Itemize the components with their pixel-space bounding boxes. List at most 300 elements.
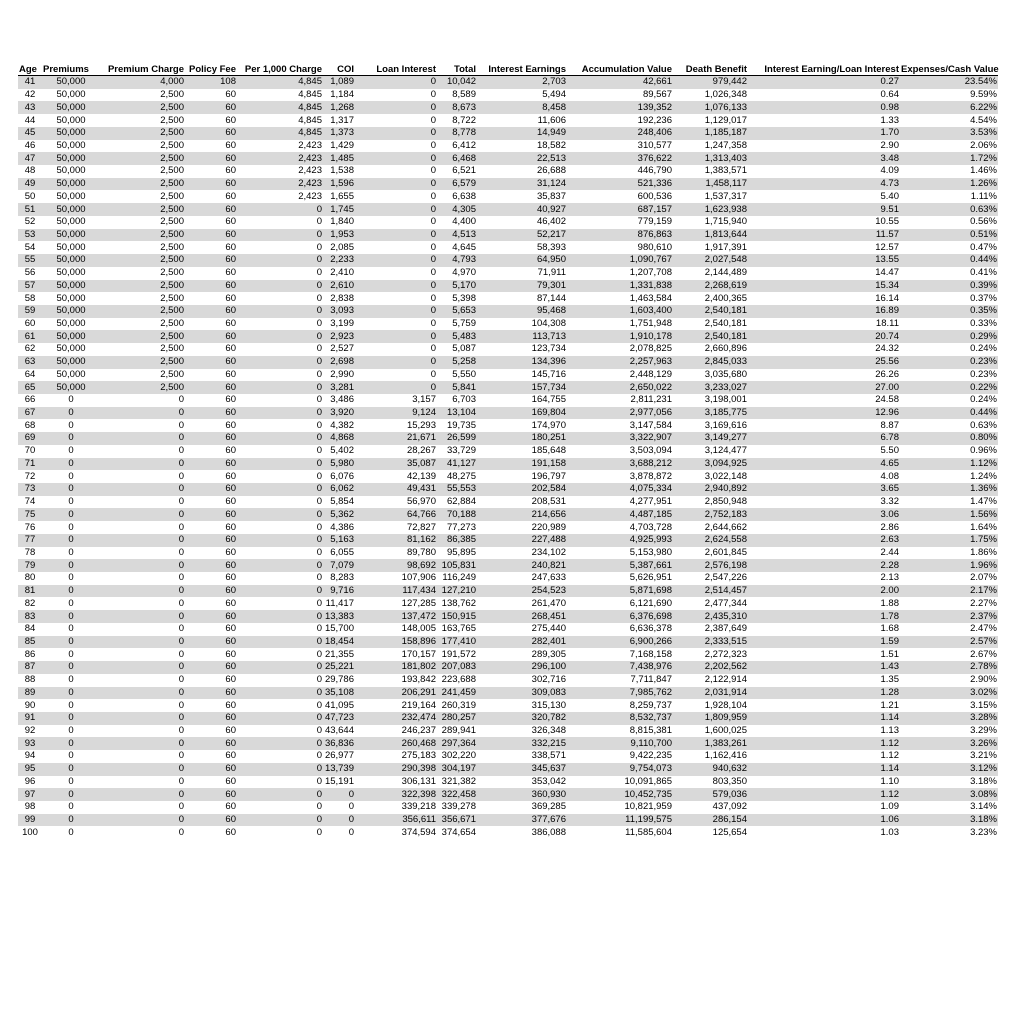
table-cell: 0	[178, 546, 184, 558]
table-row	[18, 750, 998, 763]
table-cell: 1,745	[330, 203, 354, 215]
table-cell: 60	[225, 712, 236, 724]
table-cell: 0	[316, 216, 322, 228]
table-cell: 2.17%	[970, 585, 997, 597]
table-cell: 0	[178, 661, 184, 673]
table-cell: 0.63%	[970, 203, 997, 215]
table-cell: 8,815,381	[629, 725, 672, 737]
table-cell: 104,308	[531, 318, 566, 330]
table-cell: 0.41%	[970, 267, 997, 279]
table-cell: 96	[24, 775, 36, 787]
table-cell: 0	[178, 788, 184, 800]
table-cell: 0	[316, 559, 322, 571]
table-cell: 0	[316, 241, 322, 253]
table-cell: 369,285	[531, 801, 566, 813]
table-row	[18, 381, 998, 394]
table-cell: 2,624,558	[704, 534, 747, 546]
table-cell: 6,703	[452, 394, 476, 406]
table-cell: 23.54%	[964, 76, 997, 88]
table-cell: 50,000	[56, 356, 86, 368]
table-cell: 84	[24, 623, 36, 635]
table-cell: 0	[316, 419, 322, 431]
table-cell: 1,383,571	[704, 165, 747, 177]
table-cell: 7,985,762	[629, 686, 672, 698]
table-cell: 247,633	[531, 572, 566, 584]
table-cell: 0	[316, 292, 322, 304]
table-cell: 2,500	[160, 178, 184, 190]
table-cell: 2,703	[542, 76, 566, 88]
table-cell: 60	[225, 661, 236, 673]
table-cell: 60	[225, 496, 236, 508]
table-cell: 60	[225, 814, 236, 826]
table-cell: 0.96%	[970, 445, 997, 457]
table-cell: 0	[316, 305, 322, 317]
table-cell: 2,423	[298, 190, 322, 202]
table-cell: 22,513	[536, 152, 566, 164]
table-cell: 4,845	[298, 101, 322, 113]
table-cell: 0.22%	[970, 381, 997, 393]
table-cell: 290,398	[401, 763, 436, 775]
table-cell: 232,474	[401, 712, 436, 724]
table-cell: 11.57	[875, 228, 899, 240]
table-cell: 157,734	[531, 381, 566, 393]
table-cell: 180,251	[531, 432, 566, 444]
table-cell: 6.78	[880, 432, 899, 444]
table-cell: 72	[24, 470, 36, 482]
table-cell: 2,122,914	[704, 674, 747, 686]
table-cell: 1,917,391	[704, 241, 747, 253]
table-cell: 0.51%	[970, 228, 997, 240]
table-cell: 0	[316, 318, 322, 330]
table-cell: 8,532,737	[629, 712, 672, 724]
table-cell: 1,751,948	[629, 318, 672, 330]
table-cell: 73	[24, 483, 36, 495]
table-cell: 60	[225, 457, 236, 469]
table-cell: 275,183	[401, 750, 436, 762]
table-cell: 60	[225, 559, 236, 571]
table-cell: 3,322,907	[629, 432, 672, 444]
table-cell: 42,661	[642, 76, 672, 88]
table-cell: 2.78%	[970, 661, 997, 673]
table-cell: 4,845	[298, 89, 322, 101]
table-cell: 4,277,951	[629, 496, 672, 508]
table-cell: 3,147,584	[629, 419, 672, 431]
table-cell: 21,671	[406, 432, 436, 444]
table-cell: 8,458	[542, 101, 566, 113]
table-cell: 220,989	[531, 521, 566, 533]
table-cell: 0	[178, 457, 184, 469]
table-cell: 0	[68, 407, 74, 419]
table-row	[18, 229, 998, 242]
table-cell: 6.22%	[970, 101, 997, 113]
table-cell: 0	[68, 788, 74, 800]
table-cell: 0	[68, 572, 74, 584]
table-cell: 21,355	[324, 648, 354, 660]
table-cell: 4,400	[452, 216, 476, 228]
table-cell: 0	[430, 127, 436, 139]
table-cell: 60	[225, 407, 236, 419]
table-cell: 1.64%	[970, 521, 997, 533]
table-cell: 1,715,940	[704, 216, 747, 228]
table-cell: 0	[348, 788, 354, 800]
table-cell: 9,110,700	[630, 737, 672, 749]
table-cell: 4.65	[880, 457, 899, 469]
table-cell: 5,163	[330, 534, 354, 546]
table-cell: 0	[316, 725, 322, 737]
table-cell: 2,850,948	[704, 496, 747, 508]
table-cell: 79,301	[536, 279, 566, 291]
table-cell: 50,000	[56, 343, 86, 355]
table-cell: 2,435,310	[704, 610, 747, 622]
table-cell: 296,100	[531, 661, 566, 673]
table-cell: 1,840	[330, 216, 354, 228]
table-cell: 4,000	[160, 76, 184, 88]
table-cell: 26.26	[875, 368, 899, 380]
table-cell: 1,090,767	[629, 254, 672, 266]
table-cell: 2,500	[160, 241, 184, 253]
table-cell: 0	[68, 483, 74, 495]
table-cell: 0	[430, 241, 436, 253]
table-row	[18, 241, 998, 254]
table-cell: 0	[316, 381, 322, 393]
table-cell: 246,237	[401, 725, 436, 737]
table-cell: 1,596	[330, 178, 354, 190]
table-cell: 0.98	[880, 101, 899, 113]
table-cell: 5,087	[452, 343, 476, 355]
column-header: COI	[337, 63, 354, 75]
table-cell: 260,319	[441, 699, 476, 711]
table-cell: 289,941	[441, 725, 476, 737]
table-cell: 64	[24, 368, 36, 380]
table-cell: 50,000	[56, 241, 86, 253]
table-cell: 67	[24, 407, 36, 419]
table-cell: 2.90	[880, 139, 899, 151]
table-cell: 0.24%	[970, 343, 997, 355]
table-cell: 85	[24, 635, 36, 647]
table-cell: 0	[178, 445, 184, 457]
table-cell: 1,537,317	[704, 190, 747, 202]
table-cell: 62,884	[446, 496, 476, 508]
table-cell: 77	[24, 534, 36, 546]
table-cell: 62	[24, 343, 36, 355]
table-cell: 0	[178, 534, 184, 546]
table-cell: 446,790	[637, 165, 672, 177]
table-cell: 0	[68, 661, 74, 673]
table-cell: 1.59	[880, 635, 899, 647]
table-cell: 3.48	[880, 152, 899, 164]
table-cell: 4,925,993	[629, 534, 672, 546]
table-cell: 302,220	[441, 750, 476, 762]
table-cell: 26,599	[446, 432, 476, 444]
table-cell: 60	[225, 101, 236, 113]
table-cell: 9,754,073	[629, 763, 672, 775]
table-cell: 1.46%	[970, 165, 997, 177]
table-cell: 56	[24, 267, 36, 279]
table-row	[18, 114, 998, 127]
table-cell: 0	[68, 674, 74, 686]
table-cell: 40,927	[536, 203, 566, 215]
table-cell: 163,765	[441, 623, 476, 635]
table-cell: 2,423	[298, 139, 322, 151]
table-cell: 95	[24, 763, 36, 775]
table-cell: 0.23%	[970, 368, 997, 380]
table-cell: 50,000	[56, 381, 86, 393]
table-cell: 60	[225, 445, 236, 457]
table-cell: 1.14	[880, 763, 899, 775]
table-cell: 2.63	[880, 534, 899, 546]
table-cell: 0	[316, 521, 322, 533]
table-cell: 0	[68, 686, 74, 698]
table-cell: 437,092	[712, 801, 747, 813]
table-cell: 0	[178, 699, 184, 711]
table-row	[18, 140, 998, 153]
table-row	[18, 280, 998, 293]
table-cell: 2.00	[880, 585, 899, 597]
table-cell: 12.96	[875, 407, 899, 419]
table-cell: 47	[24, 152, 36, 164]
table-cell: 0	[430, 203, 436, 215]
table-cell: 0	[178, 419, 184, 431]
table-cell: 9,124	[412, 407, 436, 419]
table-cell: 185,648	[531, 445, 566, 457]
table-cell: 241,459	[441, 686, 476, 698]
table-cell: 2,500	[160, 190, 184, 202]
table-cell: 219,164	[401, 699, 436, 711]
table-cell: 4,645	[452, 241, 476, 253]
table-cell: 3.65	[880, 483, 899, 495]
table-cell: 24.58	[875, 394, 899, 406]
table-cell: 2,660,896	[704, 343, 747, 355]
table-cell: 0	[178, 635, 184, 647]
table-cell: 1,928,104	[704, 699, 747, 711]
table-cell: 339,278	[441, 801, 476, 813]
table-row	[18, 597, 998, 610]
table-cell: 1,429	[330, 139, 354, 151]
table-cell: 0	[178, 750, 184, 762]
table-cell: 0	[430, 152, 436, 164]
table-cell: 0.37%	[970, 292, 997, 304]
table-cell: 0	[316, 585, 322, 597]
table-cell: 60	[225, 216, 236, 228]
table-cell: 5,626,951	[629, 572, 672, 584]
table-cell: 0	[68, 432, 74, 444]
table-cell: 13,104	[446, 407, 476, 419]
table-cell: 5,258	[452, 356, 476, 368]
table-cell: 55	[24, 254, 36, 266]
table-cell: 181,802	[401, 661, 436, 673]
table-cell: 0	[178, 508, 184, 520]
table-cell: 1,317	[330, 114, 354, 126]
table-cell: 60	[225, 674, 236, 686]
table-cell: 0	[316, 254, 322, 266]
table-cell: 0.27	[880, 76, 899, 88]
table-cell: 60	[225, 572, 236, 584]
table-cell: 2,500	[160, 279, 184, 291]
table-cell: 1,313,403	[704, 152, 747, 164]
table-cell: 3,920	[330, 407, 354, 419]
table-cell: 2,085	[330, 241, 354, 253]
table-cell: 0	[178, 572, 184, 584]
table-cell: 6,062	[330, 483, 354, 495]
table-cell: 0	[68, 635, 74, 647]
table-cell: 0	[178, 432, 184, 444]
table-cell: 1,129,017	[704, 114, 747, 126]
table-cell: 248,406	[637, 127, 672, 139]
table-cell: 0	[68, 445, 74, 457]
table-cell: 66	[24, 394, 36, 406]
table-row	[18, 76, 998, 89]
table-cell: 0	[316, 470, 322, 482]
table-cell: 45	[24, 127, 36, 139]
table-cell: 70,188	[446, 508, 476, 520]
table-row	[18, 788, 998, 801]
table-cell: 0	[430, 305, 436, 317]
table-cell: 2,500	[160, 127, 184, 139]
table-cell: 521,336	[637, 178, 672, 190]
table-cell: 89	[24, 686, 36, 698]
table-cell: 13.55	[875, 254, 899, 266]
table-row	[18, 419, 998, 432]
table-cell: 60	[225, 648, 236, 660]
table-cell: 2,423	[298, 178, 322, 190]
table-cell: 8,589	[452, 89, 476, 101]
table-cell: 0	[68, 826, 74, 838]
table-cell: 1,162,416	[704, 750, 747, 762]
table-cell: 6,376,698	[629, 610, 672, 622]
table-cell: 0	[178, 470, 184, 482]
table-cell: 1.06	[880, 814, 899, 826]
table-cell: 5,841	[452, 381, 476, 393]
column-header: Policy Fee	[189, 63, 236, 75]
table-cell: 0	[68, 699, 74, 711]
table-cell: 0	[316, 814, 322, 826]
table-cell: 50,000	[56, 254, 86, 266]
table-cell: 50,000	[56, 267, 86, 279]
table-cell: 13,383	[324, 610, 354, 622]
table-cell: 0	[316, 457, 322, 469]
table-cell: 374,654	[441, 826, 476, 838]
table-cell: 0	[68, 534, 74, 546]
table-cell: 60	[24, 318, 36, 330]
table-cell: 0.80%	[970, 432, 997, 444]
table-cell: 10,821,959	[624, 801, 672, 813]
table-cell: 60	[225, 635, 236, 647]
table-cell: 322,398	[401, 788, 436, 800]
table-cell: 0	[178, 814, 184, 826]
table-cell: 5,362	[330, 508, 354, 520]
table-cell: 1.86%	[970, 546, 997, 558]
header-row	[18, 63, 998, 76]
table-cell: 234,102	[531, 546, 566, 558]
table-cell: 2,811,231	[630, 394, 672, 406]
table-cell: 304,197	[441, 763, 476, 775]
table-cell: 2.28	[880, 559, 899, 571]
table-cell: 353,042	[531, 775, 566, 787]
table-cell: 2,547,226	[704, 572, 747, 584]
table-cell: 0	[316, 775, 322, 787]
table-cell: 100	[22, 826, 38, 838]
table-cell: 0	[68, 546, 74, 558]
table-cell: 2,940,892	[704, 483, 747, 495]
table-cell: 60	[225, 343, 236, 355]
table-cell: 326,348	[531, 725, 566, 737]
table-cell: 53	[24, 228, 36, 240]
table-cell: 0	[430, 190, 436, 202]
table-cell: 3.08%	[970, 788, 997, 800]
table-cell: 138,762	[441, 597, 476, 609]
table-cell: 1.78	[880, 610, 899, 622]
table-cell: 261,470	[531, 597, 566, 609]
table-cell: 2.67%	[970, 648, 997, 660]
table-cell: 2,410	[330, 267, 354, 279]
table-cell: 2,527	[330, 343, 354, 355]
table-cell: 113,713	[532, 330, 566, 342]
table-cell: 2,500	[160, 165, 184, 177]
table-cell: 2.13	[880, 572, 899, 584]
table-cell: 50,000	[56, 139, 86, 151]
table-cell: 8,778	[452, 127, 476, 139]
table-cell: 50,000	[56, 368, 86, 380]
table-cell: 0	[316, 763, 322, 775]
table-cell: 6,521	[452, 165, 476, 177]
table-cell: 0	[430, 101, 436, 113]
table-cell: 15,293	[406, 419, 436, 431]
table-cell: 0.23%	[970, 356, 997, 368]
table-cell: 0	[68, 814, 74, 826]
table-cell: 0	[430, 267, 436, 279]
column-header: Total	[454, 63, 476, 75]
table-cell: 980,610	[637, 241, 672, 253]
table-cell: 35,837	[536, 190, 566, 202]
table-cell: 125,654	[712, 826, 747, 838]
table-cell: 0	[316, 826, 322, 838]
column-header: Interest Earning/Loan Interest	[764, 63, 899, 75]
table-cell: 0	[316, 445, 322, 457]
table-cell: 3,233,027	[704, 381, 747, 393]
table-cell: 60	[225, 190, 236, 202]
table-cell: 2,268,619	[704, 279, 747, 291]
table-cell: 1,813,644	[704, 228, 747, 240]
table-cell: 0	[316, 343, 322, 355]
column-header: Expenses/Cash Value	[901, 63, 999, 75]
table-cell: 0	[68, 470, 74, 482]
table-cell: 196,797	[531, 470, 566, 482]
table-cell: 0.56%	[970, 216, 997, 228]
table-cell: 0	[68, 775, 74, 787]
table-cell: 18,454	[324, 635, 354, 647]
table-cell: 50,000	[56, 292, 86, 304]
table-cell: 2,644,662	[704, 521, 747, 533]
table-cell: 4,487,185	[629, 508, 672, 520]
table-cell: 4,845	[298, 76, 322, 88]
table-cell: 2,698	[330, 356, 354, 368]
table-cell: 0	[430, 89, 436, 101]
table-cell: 14.47	[875, 267, 899, 279]
table-cell: 1,185,187	[704, 127, 747, 139]
table-cell: 0	[316, 788, 322, 800]
table-cell: 2,500	[160, 89, 184, 101]
table-cell: 282,401	[531, 635, 566, 647]
table-cell: 3,503,094	[629, 445, 672, 457]
table-cell: 60	[225, 483, 236, 495]
table-cell: 6,638	[452, 190, 476, 202]
table-cell: 1,373	[330, 127, 354, 139]
table-cell: 49	[24, 178, 36, 190]
table-cell: 60	[225, 763, 236, 775]
table-cell: 1.28	[880, 686, 899, 698]
table-cell: 60	[225, 737, 236, 749]
table-cell: 50,000	[56, 216, 86, 228]
